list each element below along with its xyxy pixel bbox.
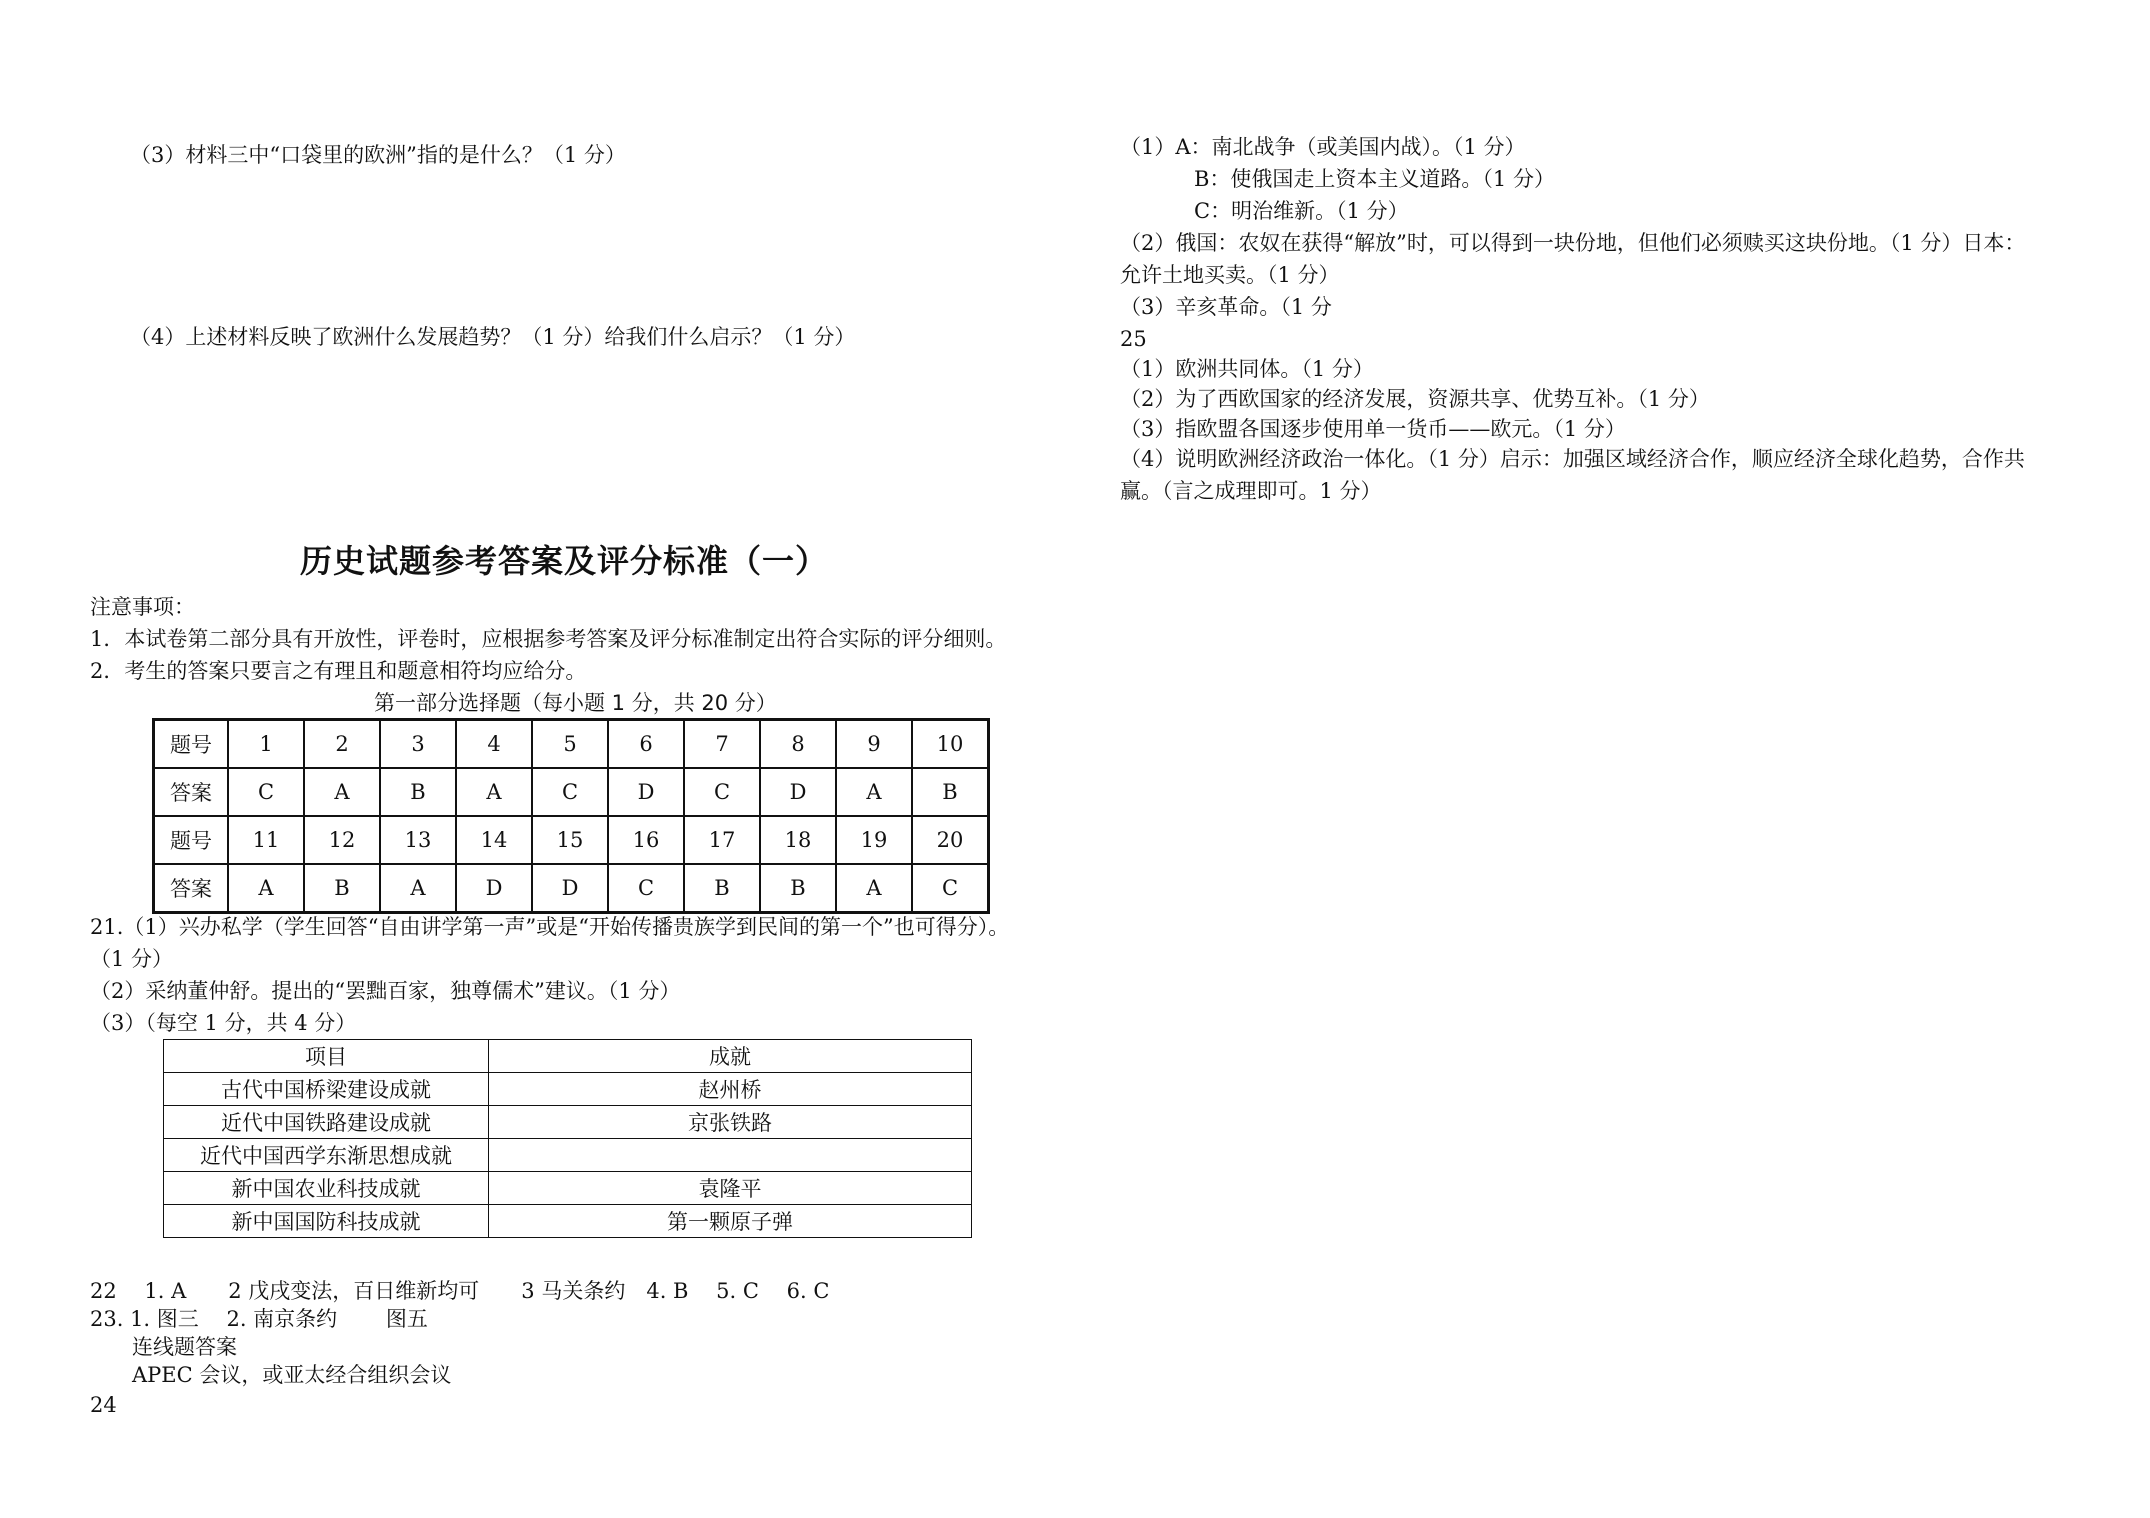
answer-cell: 11 <box>228 816 304 864</box>
multiple-choice-answer-table <box>152 718 990 914</box>
table-row <box>164 1205 972 1238</box>
item-cell: 近代中国西学东渐思想成就 <box>164 1139 489 1172</box>
answer-cell: A <box>380 864 456 913</box>
answer-cell: 13 <box>380 816 456 864</box>
answer-cell: 12 <box>304 816 380 864</box>
answer-cell: 17 <box>684 816 760 864</box>
q22-answers: 22 1. A 2 戊戌变法，百日维新均可 3 马关条约 4. B 5. C 6. C <box>90 1279 830 1303</box>
answer-cell: C <box>532 768 608 816</box>
q25-label: 25 <box>1120 327 1147 351</box>
answer-cell: A <box>456 768 532 816</box>
achievement-cell <box>489 1139 972 1172</box>
item-cell: 新中国农业科技成就 <box>164 1172 489 1205</box>
answer-cell: 5 <box>532 720 608 769</box>
item-cell: 古代中国桥梁建设成就 <box>164 1073 489 1106</box>
answer-cell: 3 <box>380 720 456 769</box>
achievements-table <box>163 1039 972 1238</box>
question-3-text: （3）材料三中“口袋里的欧洲”指的是什么？（1 分） <box>130 143 626 167</box>
answer-cell: D <box>760 768 836 816</box>
q25-answer-3: （3）指欧盟各国逐步使用单一货币——欧元。（1 分） <box>1120 417 1626 441</box>
achievement-cell: 赵州桥 <box>489 1073 972 1106</box>
q24-answer-3: （3）辛亥革命。（1 分 <box>1120 295 1332 319</box>
row-header-cell: 答案 <box>154 864 229 913</box>
answer-cell: 18 <box>760 816 836 864</box>
answer-cell: D <box>532 864 608 913</box>
question-4-text: （4）上述材料反映了欧洲什么发展趋势？（1 分）给我们什么启示？（1 分） <box>130 325 856 349</box>
item-cell: 新中国国防科技成就 <box>164 1205 489 1238</box>
table-row <box>154 816 989 864</box>
table-row <box>154 768 989 816</box>
answer-cell: 1 <box>228 720 304 769</box>
page-title: 历史试题参考答案及评分标准（一） <box>300 542 829 580</box>
answer-cell: B <box>912 768 989 816</box>
answer-cell: D <box>456 864 532 913</box>
answer-cell: 10 <box>912 720 989 769</box>
answer-cell: 2 <box>304 720 380 769</box>
table-row <box>164 1139 972 1172</box>
answer-cell: A <box>836 768 912 816</box>
answer-cell: C <box>228 768 304 816</box>
q25-answer-4-cont: 赢。（言之成理即可。1 分） <box>1120 479 1382 503</box>
q23-apec-answer: APEC 会议，或亚太经合组织会议 <box>132 1363 452 1387</box>
answer-cell: A <box>228 864 304 913</box>
answer-cell: C <box>608 864 684 913</box>
answer-cell: 20 <box>912 816 989 864</box>
answer-cell: 14 <box>456 816 532 864</box>
table-row <box>164 1106 972 1139</box>
achievement-cell: 第一颗原子弹 <box>489 1205 972 1238</box>
answer-cell: 16 <box>608 816 684 864</box>
answer-cell: B <box>304 864 380 913</box>
q24-answer-2-cont: 允许土地买卖。（1 分） <box>1120 263 1340 287</box>
answer-cell: D <box>608 768 684 816</box>
q23-answers: 23. 1. 图三 2. 南京条约 图五 <box>90 1307 428 1331</box>
answer-cell: A <box>304 768 380 816</box>
row-header-cell: 题号 <box>154 720 229 769</box>
row-header-cell: 题号 <box>154 816 229 864</box>
note-2: 2．考生的答案只要言之有理且和题意相符均应给分。 <box>90 659 587 683</box>
q21-part1-score: （1 分） <box>90 947 174 971</box>
q24-answer-1a: （1）A：南北战争（或美国内战）。（1 分） <box>1120 135 1526 159</box>
column-header: 成就 <box>489 1040 972 1073</box>
notes-heading: 注意事项： <box>90 595 195 619</box>
achievement-cell: 京张铁路 <box>489 1106 972 1139</box>
answer-cell: B <box>760 864 836 913</box>
achievement-cell: 袁隆平 <box>489 1172 972 1205</box>
answer-cell: C <box>912 864 989 913</box>
table-row <box>164 1073 972 1106</box>
table-row <box>154 720 989 769</box>
answer-cell: 9 <box>836 720 912 769</box>
q25-answer-2: （2）为了西欧国家的经济发展，资源共享、优势互补。（1 分） <box>1120 387 1710 411</box>
table-header-row <box>164 1040 972 1073</box>
q21-part1: 21.（1）兴办私学（学生回答“自由讲学第一声”或是“开始传播贵族学到民间的第一个”也可得分）。 <box>90 915 1010 939</box>
answer-cell: 8 <box>760 720 836 769</box>
answer-cell: C <box>684 768 760 816</box>
q25-answer-1: （1）欧洲共同体。（1 分） <box>1120 357 1374 381</box>
answer-cell: A <box>836 864 912 913</box>
answer-cell: 7 <box>684 720 760 769</box>
row-header-cell: 答案 <box>154 768 229 816</box>
table-row <box>154 864 989 913</box>
table-row <box>164 1172 972 1205</box>
q24-answer-1c: C：明治维新。（1 分） <box>1194 199 1409 223</box>
part1-heading: 第一部分选择题（每小题 1 分，共 20 分） <box>374 691 777 715</box>
answer-cell: 19 <box>836 816 912 864</box>
q21-part2: （2）采纳董仲舒。提出的“罢黜百家，独尊儒术”建议。（1 分） <box>90 979 681 1003</box>
note-1: 1．本试卷第二部分具有开放性，评卷时，应根据参考答案及评分标准制定出符合实际的评分细则。 <box>90 627 1007 651</box>
answer-cell: 4 <box>456 720 532 769</box>
item-cell: 近代中国铁路建设成就 <box>164 1106 489 1139</box>
answer-cell: B <box>380 768 456 816</box>
answer-cell: 6 <box>608 720 684 769</box>
answer-cell: B <box>684 864 760 913</box>
q23-matching-label: 连线题答案 <box>132 1335 237 1359</box>
q24-label: 24 <box>90 1393 117 1417</box>
column-header: 项目 <box>164 1040 489 1073</box>
q24-answer-1b: B：使俄国走上资本主义道路。（1 分） <box>1194 167 1555 191</box>
q25-answer-4: （4）说明欧洲经济政治一体化。（1 分）启示：加强区域经济合作，顺应经济全球化趋势，合作共 <box>1120 447 2025 471</box>
q24-answer-2: （2）俄国：农奴在获得“解放”时，可以得到一块份地，但他们必须赎买这块份地。（1 分）日本： <box>1120 231 2026 255</box>
q21-part3: （3）（每空 1 分，共 4 分） <box>90 1011 357 1035</box>
answer-cell: 15 <box>532 816 608 864</box>
